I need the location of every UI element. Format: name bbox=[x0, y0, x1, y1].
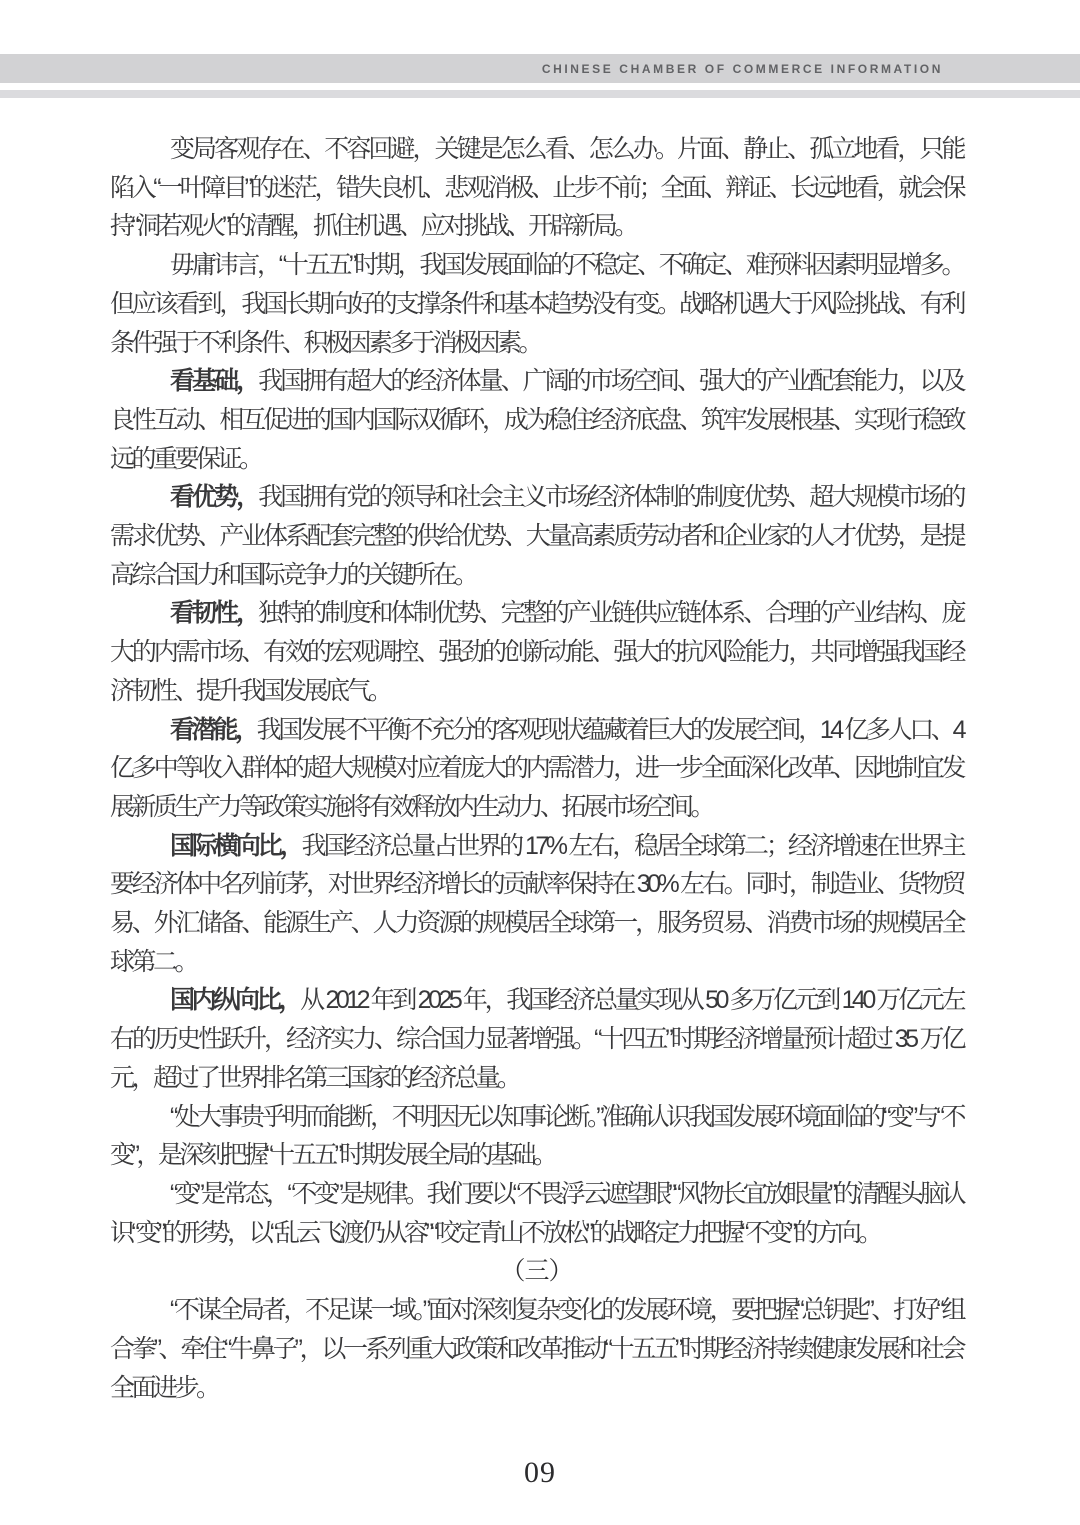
closing-paragraph bbox=[110, 1291, 963, 1407]
paragraph-text: 变局客观存在、不容回避，关键是怎么看、怎么办。片面、静止、孤立地看，只能陷入“一叶障目”的迷茫，错失良机、悲观消极、止步不前；全面、辩证、长远地看，就会保持“洞若观火”的清醒，抓住机遇、应对挑战、开辟新局。 bbox=[110, 135, 963, 241]
paragraph bbox=[110, 478, 963, 594]
paragraph-text: 从 2012 年到 2025 年，我国经济总量实现从 50 多万亿元到 140 万亿元左右的历史性跃升，经济实力、综合国力显著增强。“十四五”时期经济增量预计超过 35 万亿元，超过了世界排名第三国家的经济总量。 bbox=[110, 986, 963, 1092]
paragraph bbox=[110, 362, 963, 478]
paragraph-text: “变”是常态，“不变”是规律。我们要以“不畏浮云遮望眼”“风物长宜放眼量”的清醒头脑认识“变”的形势，以“乱云飞渡仍从容”“咬定青山不放松”的战略定力把握“不变”的方向。 bbox=[110, 1179, 963, 1247]
paragraph-lead: 看潜能， bbox=[170, 715, 257, 744]
paragraph-lead: 国际横向比， bbox=[170, 831, 302, 860]
paragraph-text: 我国发展不平衡不充分的客观现状蕴藏着巨大的发展空间，14 亿多人口、4 亿多中等收入群体的超大规模对应着庞大的内需潜力，进一步全面深化改革、因地制宜发展新质生产力等政策实施将有效释放内生动力、拓展市场空间。 bbox=[110, 715, 963, 821]
paragraph bbox=[110, 711, 963, 827]
paragraph-lead: 看基础， bbox=[170, 367, 259, 396]
paragraph bbox=[110, 1175, 963, 1252]
page-number: 09 bbox=[524, 1456, 556, 1489]
header-banner-text: CHINESE CHAMBER OF COMMERCE INFORMATION bbox=[541, 61, 943, 76]
paragraph-lead: 看优势， bbox=[170, 483, 259, 512]
paragraph-lead: 看韧性， bbox=[170, 599, 259, 628]
paragraph-text: 我国经济总量占世界的 17% 左右，稳居全球第二；经济增速在世界主要经济体中名列前茅，对世界经济增长的贡献率保持在 30% 左右。同时，制造业、货物贸易、外汇储备、能源生产、人力资源的规模居全球第一，服务贸易、消费市场的规模居全球第二。 bbox=[110, 831, 963, 976]
paragraph-text: 我国拥有超大的经济体量、广阔的市场空间、强大的产业配套能力，以及良性互动、相互促进的国内国际双循环，成为稳住经济底盘、筑牢发展根基、实现行稳致远的重要保证。 bbox=[110, 367, 963, 473]
body-text bbox=[110, 130, 963, 1407]
header-thin-band bbox=[0, 90, 1080, 98]
paragraph bbox=[110, 1098, 963, 1175]
section-heading: （三） bbox=[500, 1257, 573, 1286]
paragraph bbox=[110, 594, 963, 710]
paragraph-text: 独特的制度和体制优势、完整的产业链供应链体系、合理的产业结构、庞大的内需市场、有效的宏观调控、强劲的创新动能、强大的抗风险能力，共同增强我国经济韧性、提升我国发展底气。 bbox=[110, 599, 963, 705]
paragraph-text: 毋庸讳言，“十五五”时期，我国发展面临的不稳定、不确定、难预料因素明显增多。但应该看到，我国长期向好的支撑条件和基本趋势没有变。战略机遇大于风险挑战、有利条件强于不利条件、积极因素多于消极因素。 bbox=[110, 251, 963, 357]
paragraph bbox=[110, 246, 963, 362]
paragraph-lead: 国内纵向比， bbox=[170, 986, 301, 1015]
paragraph bbox=[110, 130, 963, 246]
paragraph-text: 我国拥有党的领导和社会主义市场经济体制的制度优势、超大规模市场的需求优势、产业体系配套完整的供给优势、大量高素质劳动者和企业家的人才优势，是提高综合国力和国际竞争力的关键所在。 bbox=[110, 483, 963, 589]
paragraph bbox=[110, 981, 963, 1097]
paragraph bbox=[110, 827, 963, 982]
header-band bbox=[0, 54, 1080, 83]
paragraph-text: “处大事贵乎明而能断，不明因无以知事论断。”准确认识我国发展环境面临的“变”与“不变”，是深刻把握“十五五”时期发展全局的基础。 bbox=[110, 1102, 963, 1170]
paragraph-text: “不谋全局者，不足谋一域。”面对深刻复杂变化的发展环境，要把握“总钥匙”、打好“组合拳”、牵住“牛鼻子”，以一系列重大政策和改革推动“十五五”时期经济持续健康发展和社会全面进步。 bbox=[110, 1296, 963, 1402]
